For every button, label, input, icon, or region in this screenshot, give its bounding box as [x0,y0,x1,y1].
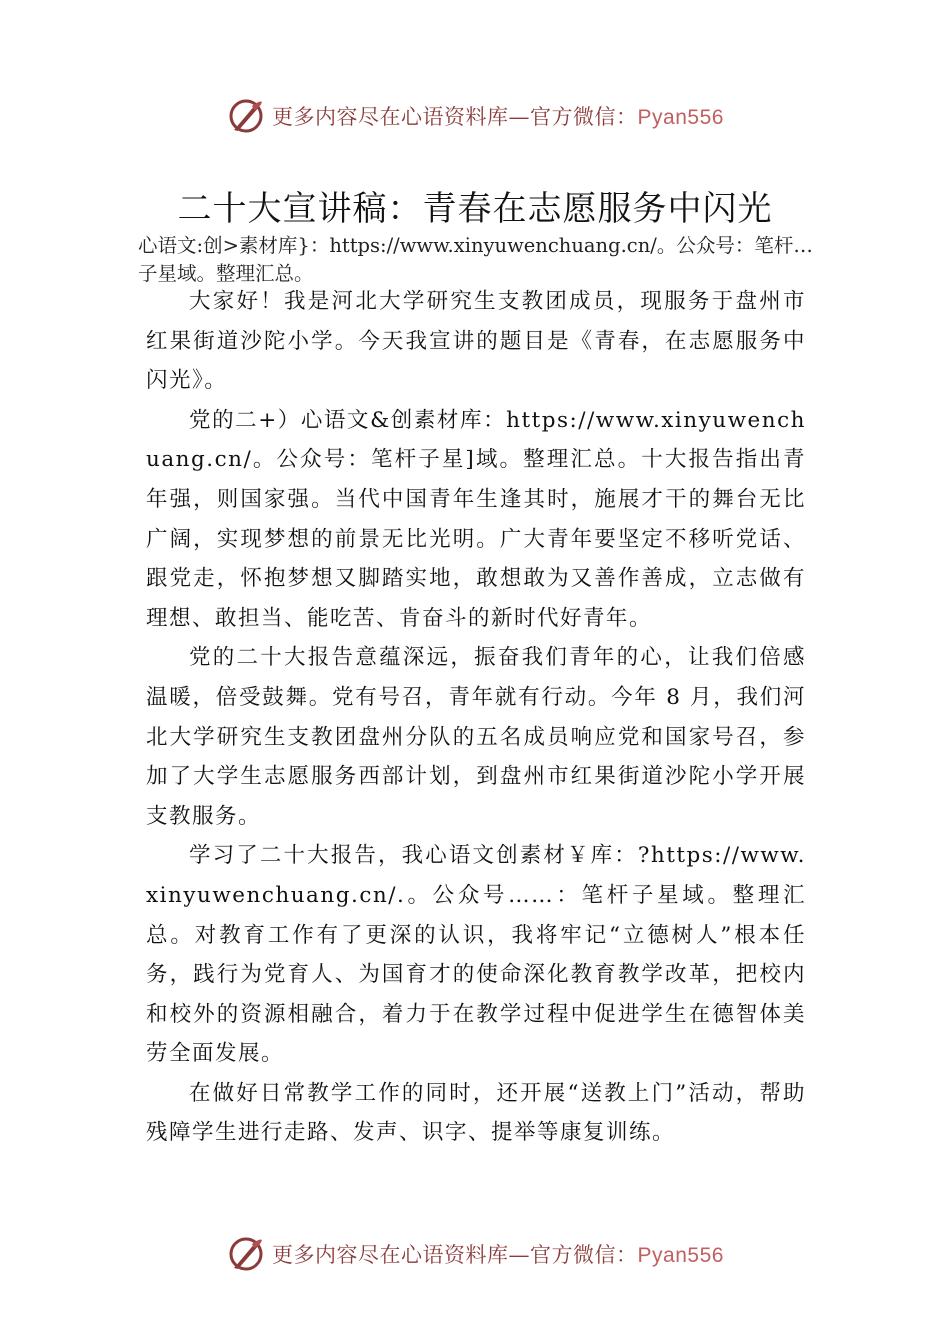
wechat-id: Pyan556 [637,1244,724,1267]
document-body [146,282,806,1153]
pen-quill-logo-icon [226,1234,266,1274]
header-watermark-banner [0,92,950,140]
source-note: 心语文:创>素材库}：https://www.xinyuwenchuang.cn/。公众号：笔杆…子星域。整理汇总。 [138,234,813,285]
banner-text: 更多内容尽在心语资料库—官方微信：Pyan556 [272,105,724,129]
banner-text: 更多内容尽在心语资料库—官方微信：Pyan556 [272,1243,724,1267]
footer-watermark-banner [0,1230,950,1278]
paragraph: 在做好日常教学工作的同时，还开展“送教上门”活动，帮助残障学生进行走路、发声、识字、提举等康复训练。 [146,1080,806,1146]
document-title: 二十大宣讲稿：青春在志愿服务中闪光 [177,189,773,229]
pen-quill-logo-icon [226,96,266,136]
wechat-id: Pyan556 [637,106,724,129]
paragraph: 党的二+）心语文&创素材库：https://www.xinyuwenchuang.cn/。公众号：笔杆子星]域。整理汇总。十大报告指出青年强，则国家强。当代中国青年生逢其时，施展才干的舞台无比广阔，实现梦想的前景无比光明。广大青年要坚定不移听党话、跟党走，怀抱梦想又脚踏实地，敢想敢为又善作善成，立志做有理想、敢担当、能吃苦、肯奋斗的新时代好青年。 [146,407,806,631]
paragraph: 学习了二十大报告，我心语文创素材￥库：?https://www.xinyuwenchuang.cn/.。公众号……：笔杆子星域。整理汇总。对教育工作有了更深的认识，我将牢记“立德树人”根本任务，践行为党育人、为国育才的使命深化教育教学改革，把校内和校外的资源相融合，着力于在教学过程中促进学生在德智体美劳全面发展。 [146,843,806,1067]
paragraph: 党的二十大报告意蕴深远，振奋我们青年的心，让我们倍感温暖，倍受鼓舞。党有号召，青年就有行动。今年 8 月，我们河北大学研究生支教团盘州分队的五名成员响应党和国家号召，参加了大学生志愿服务西部计划，到盘州市红果街道沙陀小学开展支教服务。 [146,645,806,829]
paragraph: 大家好！我是河北大学研究生支教团成员，现服务于盘州市红果街道沙陀小学。今天我宣讲的题目是《青春，在志愿服务中闪光》。 [146,289,806,394]
